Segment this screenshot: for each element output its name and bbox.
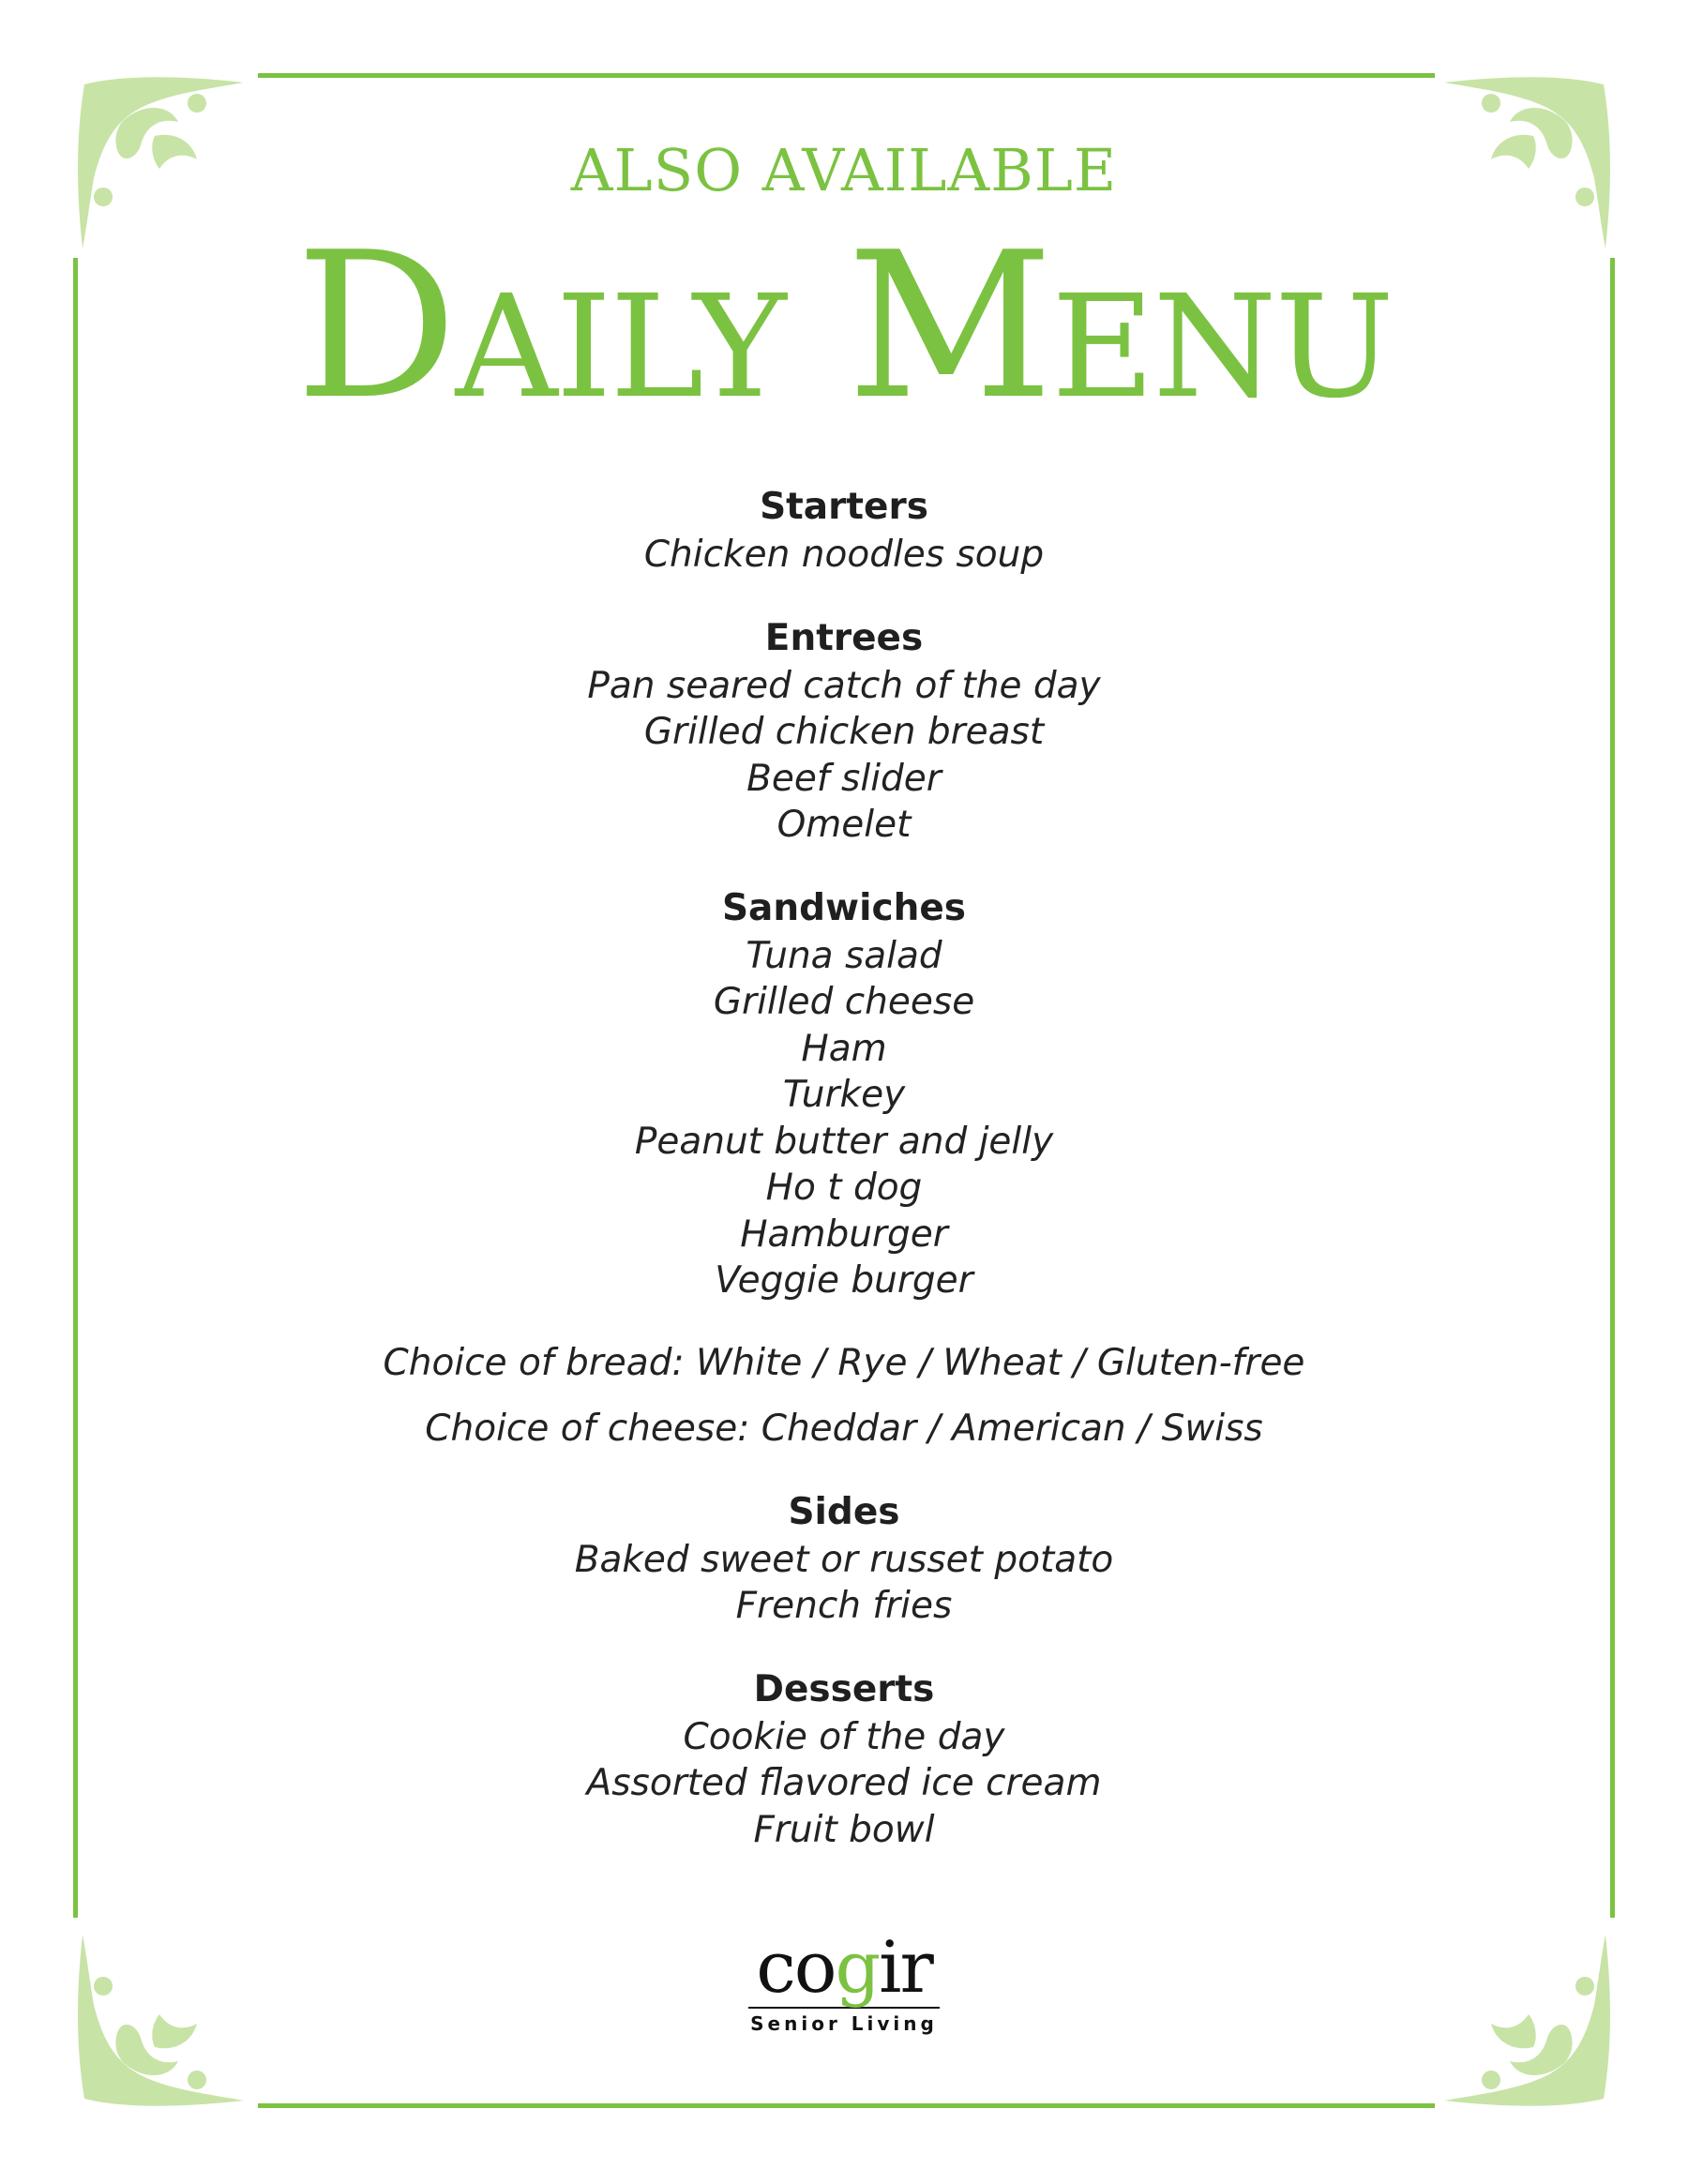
corner-ornament-bottom-right-icon xyxy=(1435,1930,1622,2117)
corner-ornament-bottom-left-icon xyxy=(66,1930,253,2117)
menu-sections-after xyxy=(0,1488,1688,1854)
menu-item: Beef slider xyxy=(746,757,942,800)
menu-item: Peanut butter and jelly xyxy=(634,1120,1054,1163)
menu-body xyxy=(0,483,1688,1889)
menu-item: Grilled chicken breast xyxy=(643,711,1045,753)
section-title: Entrees xyxy=(764,616,924,659)
menu-section xyxy=(0,884,1688,1304)
menu-item: Tuna salad xyxy=(746,934,942,977)
bread-choice: Choice of bread: White / Rye / Wheat / Gluten-free xyxy=(383,1341,1305,1384)
menu-item: Grilled cheese xyxy=(713,981,975,1023)
menu-item: Veggie burger xyxy=(715,1259,973,1302)
page-title: Daily Menu xyxy=(295,208,1393,444)
also-available-heading: ALSO AVAILABLE xyxy=(570,136,1118,204)
frame-top-line xyxy=(258,73,1435,78)
choices-block xyxy=(0,1340,1688,1453)
cogir-logo xyxy=(741,1925,947,2035)
menu-section xyxy=(0,1665,1688,1854)
menu-item: Cookie of the day xyxy=(683,1715,1005,1758)
menu-item: Hamburger xyxy=(740,1212,948,1256)
menu-section xyxy=(0,1488,1688,1630)
menu-item: Assorted flavored ice cream xyxy=(586,1762,1102,1804)
menu-item: Omelet xyxy=(776,804,912,846)
frame-bottom-line xyxy=(258,2103,1435,2108)
logo-wordmark: cogir xyxy=(756,1925,932,2009)
menu-item: French fries xyxy=(735,1585,953,1627)
menu-item: Fruit bowl xyxy=(753,1808,935,1851)
menu-sections xyxy=(0,483,1688,1304)
section-title: Sides xyxy=(788,1490,900,1533)
menu-section xyxy=(0,614,1688,849)
section-title: Desserts xyxy=(753,1667,935,1710)
logo-tagline: Senior Living xyxy=(750,2012,938,2035)
menu-item: Ho t dog xyxy=(765,1167,923,1209)
menu-item: Pan seared catch of the day xyxy=(587,664,1101,707)
menu-section xyxy=(0,483,1688,579)
menu-item: Chicken noodles soup xyxy=(643,534,1045,576)
section-title: Sandwiches xyxy=(721,886,967,929)
cheese-choice: Choice of cheese: Cheddar / American / Swiss xyxy=(425,1407,1263,1450)
section-title: Starters xyxy=(760,486,928,528)
menu-item: Baked sweet or russet potato xyxy=(574,1538,1114,1581)
menu-item: Turkey xyxy=(782,1074,906,1116)
menu-item: Ham xyxy=(801,1027,887,1070)
